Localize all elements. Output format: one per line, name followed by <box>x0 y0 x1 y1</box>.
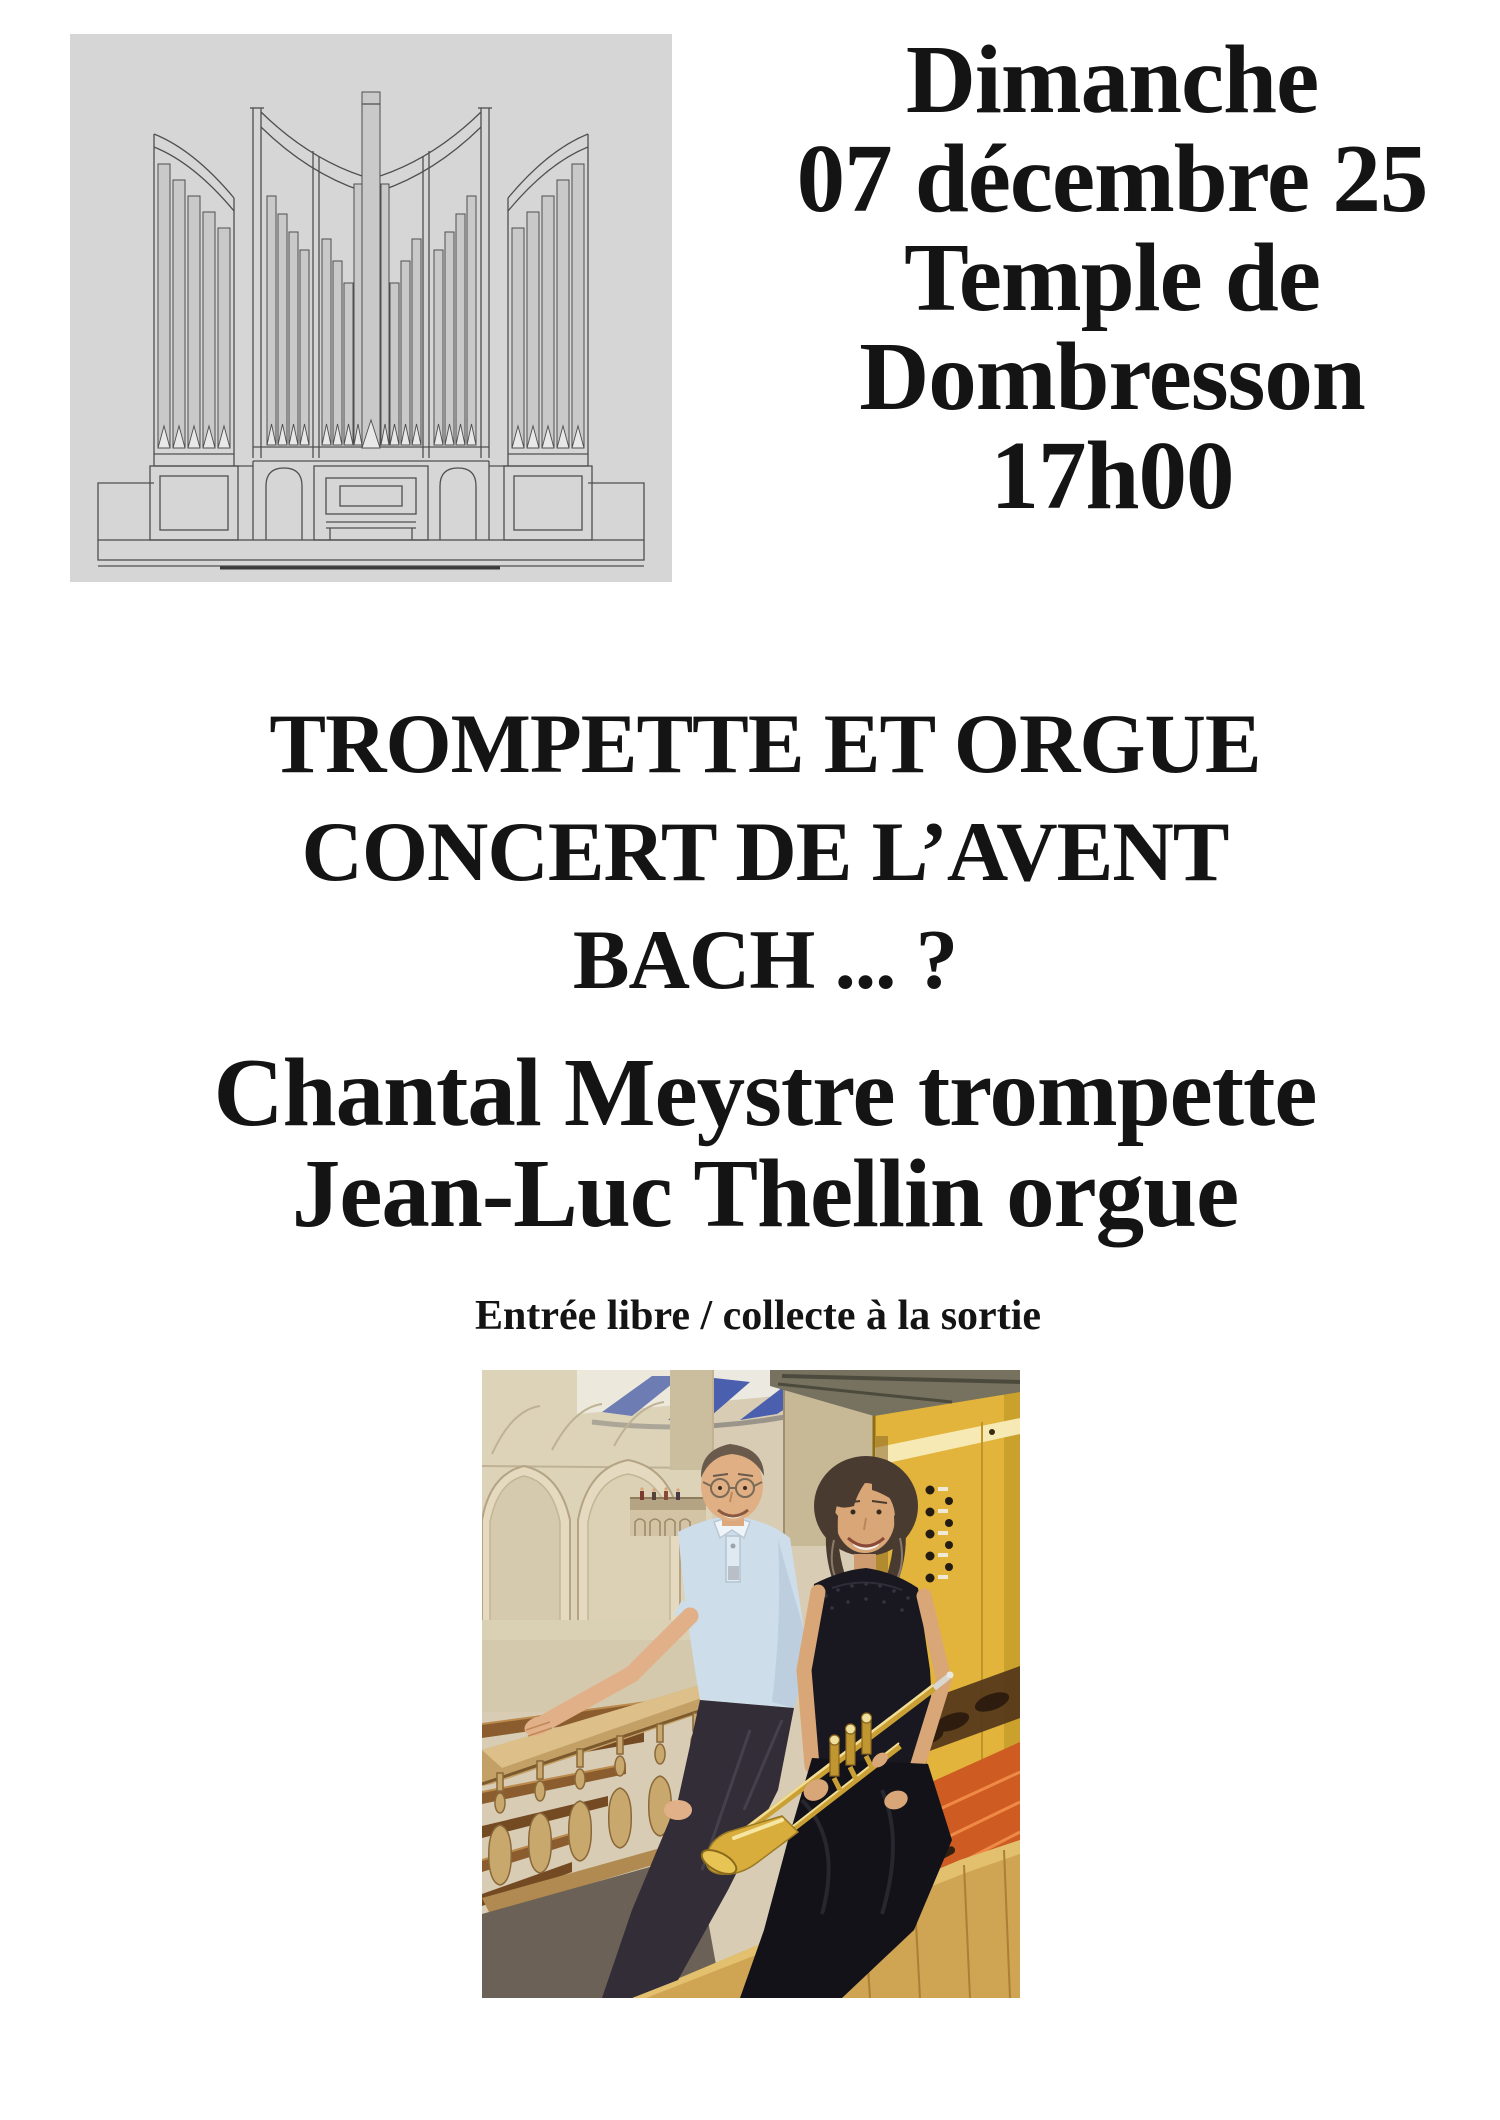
organ-drawing-figure <box>70 34 672 582</box>
event-venue-2: Dombresson <box>859 323 1365 430</box>
performers-block <box>0 1039 1500 1247</box>
admission-note: Entrée libre / collecte à la sortie <box>474 1293 1041 1339</box>
event-weekday: Dimanche <box>905 26 1319 133</box>
concert-title-line-2: CONCERT DE L’AVENT <box>301 805 1229 899</box>
concert-title-block <box>0 690 1500 1014</box>
concert-title-line-1: TROMPETTE ET ORGUE <box>269 697 1261 791</box>
event-venue-1: Temple de <box>904 224 1320 331</box>
concert-title-line-3: BACH ... ? <box>572 913 958 1007</box>
event-time: 17h00 <box>990 422 1234 529</box>
duo-photo-figure <box>482 1370 1020 1998</box>
performer-organ: Jean-Luc Thellin orgue <box>291 1140 1239 1247</box>
duo-photo-image <box>482 1370 1020 1998</box>
event-date-location-block <box>730 26 1494 529</box>
performer-trumpet: Chantal Meystre trompette <box>213 1039 1317 1146</box>
pipe-organ-line-drawing-image <box>70 34 672 582</box>
event-date: 07 décembre 25 <box>796 125 1428 232</box>
